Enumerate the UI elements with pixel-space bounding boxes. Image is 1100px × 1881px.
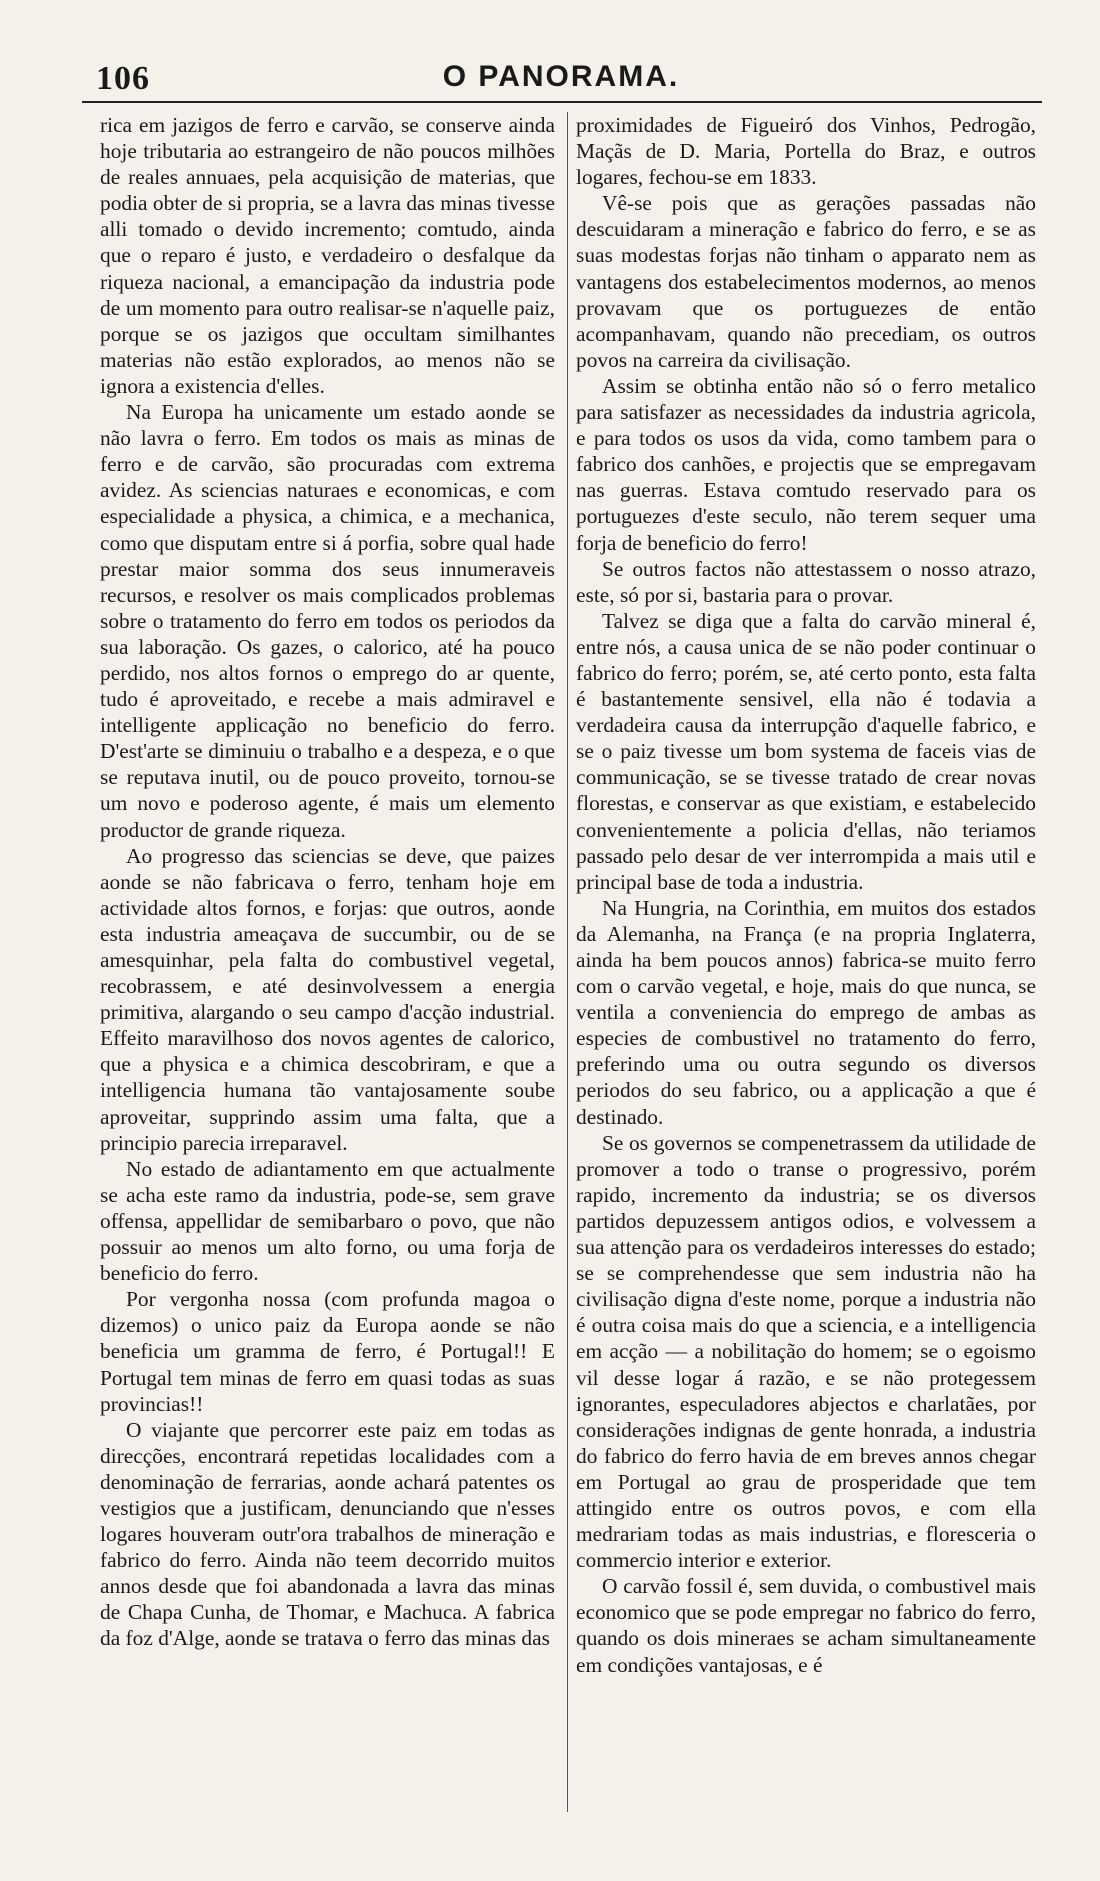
paragraph: O viajante que percorrer este paiz em todas as direcções, encontrará repetidas localidades com a denominação de ferrarias, aonde achará patentes os vestigios que a justificam, denunciando que n'esses logares houveram outr'ora trabalhos de mineração e fabrico do ferro. Ainda não teem decorrido muitos annos desde que foi abandonada a lavra das minas de Chapa Cunha, de Thomar, e Machuca. A fabrica da foz d'Alge, aonde se tratava o ferro das minas das	[100, 1417, 555, 1651]
paragraph: Na Europa ha unicamente um estado aonde se não lavra o ferro. Em todos os mais as minas de ferro e de carvão, são procuradas com extrema avidez. As sciencias naturaes e economicas, e com especialidade a physica, a chimica, e a mechanica, como que disputam entre si á porfia, sobre qual hade prestar maior somma dos seus innumeraveis recursos, e resolver os mais complicados problemas sobre o tratamento do ferro em todos os periodos da sua laboração. Os gazes, o calorico, até ha pouco perdido, nos altos fornos o emprego do ar quente, tudo é aproveitado, e recebe a mais admiravel e intelligente applicação no beneficio do ferro. D'est'arte se diminuiu o trabalho e a despeza, e o que se reputava inutil, ou de pouco proveito, tornou-se um novo e poderoso agente, é mais um elemento productor de grande riqueza.	[100, 400, 555, 842]
header-rule	[82, 101, 1042, 103]
page-header	[82, 52, 1040, 102]
page-number: 106	[96, 60, 150, 97]
paragraph: Na Hungria, na Corinthia, em muitos dos estados da Alemanha, na França (e na propria Inglaterra, ainda ha bem poucos annos) fabrica-se muito ferro com o carvão vegetal, e hoje, mais do que nunca, se ventila a conveniencia do emprego de ambas as especies de combustivel no tratamento do ferro, preferindo uma ou outra segundo os diversos periodos do seu fabrico, ou a applicação a que é destinado.	[576, 895, 1036, 1129]
paragraph: proximidades de Figueiró dos Vinhos, Pedrogão, Maçãs de D. Maria, Portella do Braz, e outros logares, fechou-se em 1833.	[576, 113, 1036, 190]
paragraph: Se os governos se compenetrassem da utilidade de promover a todo o transe o progressivo, porém rapido, incremento da industria; se os diversos partidos depuzessem antigos odios, e volvessem a sua attenção para os verdadeiros interesses do estado; se se comprehendesse que sem industria não ha civilisação digna d'este nome, porque a industria não é outra coisa mais do que a sciencia, e a intelligencia em acção — a nobilitação do homem; se o egoismo vil desse logar á razão, e se não protegessem ignorantes, especuladores abjectos e charlatães, por considerações indignas de gente honrada, a industria do fabrico do ferro havia de em breves annos chegar em Portugal ao grau de prosperidade que tem attingido entre os outros povos, e com ella medrariam todas as mais industrias, e floresceria o commercio interior e exterior.	[576, 1130, 1036, 1573]
column-divider	[567, 112, 568, 1812]
paragraph: Por vergonha nossa (com profunda magoa o dizemos) o unico paiz da Europa aonde se não beneficia um gramma de ferro, é Portugal!! E Portugal tem minas de ferro em quasi todas as suas provincias!!	[100, 1287, 555, 1416]
paragraph: Se outros factos não attestassem o nosso atrazo, este, só por si, bastaria para o provar.	[576, 556, 1036, 607]
right-column	[576, 112, 1036, 1678]
paragraph: Vê-se pois que as gerações passadas não descuidaram a mineração e fabrico do ferro, e se as suas modestas forjas não tinham o apparato nem as vantagens dos estabelecimentos modernos, ao menos provavam que os portuguezes de então acompanhavam, quando não precediam, os outros povos na carreira da civilisação.	[576, 191, 1036, 372]
paragraph: O carvão fossil é, sem duvida, o combustivel mais economico que se pode empregar no fabrico do ferro, quando os dois mineraes se acham simultaneamente em condições vantajosas, e é	[576, 1574, 1036, 1677]
paragraph: No estado de adiantamento em que actualmente se acha este ramo da industria, pode-se, sem grave offensa, appellidar de semibarbaro o povo, que não possuir ao menos um alto forno, ou uma forja de beneficio do ferro.	[100, 1156, 555, 1286]
paragraph: rica em jazigos de ferro e carvão, se conserve ainda hoje tributaria ao estrangeiro de não poucos milhões de reales annuaes, pela acquisição de materias, que podia obter de si propria, se a lavra das minas tivesse alli tomado o devido incremento; comtudo, ainda que o reparo é justo, e verdadeiro o desfalque da riqueza nacional, a emancipação da industria pode de um momento para outro realisar-se n'aquelle paiz, porque se os jazigos que occultam similhantes materias não estão explorados, ao menos não se ignora a existencia d'elles.	[100, 113, 555, 398]
paragraph: Assim se obtinha então não só o ferro metalico para satisfazer as necessidades da industria agricola, e para todos os usos da vida, como tambem para o fabrico dos canhões, e projectis que se empregavam nas guerras. Estava comtudo reservado para os portuguezes d'este seculo, não terem sequer uma forja de beneficio do ferro!	[576, 373, 1036, 555]
paragraph: Talvez se diga que a falta do carvão mineral é, entre nós, a causa unica de se não poder continuar o fabrico do ferro; porém, se, até certo ponto, esta falta é bastantemente sensivel, ella não é todavia a verdadeira causa da interrupção d'aquelle fabrico, e se o paiz tivesse um bom systema de faceis vias de communicação, se se tivesse tratado de crear novas florestas, e conservar as que existiam, e estabelecido convenientemente a policia d'ellas, não teriamos passado pelo desar de ver interrompida a mais util e principal base de toda a industria.	[576, 608, 1036, 894]
paragraph: Ao progresso das sciencias se deve, que paizes aonde se não fabricava o ferro, tenham hoje em actividade altos fornos, e forjas: que outros, aonde esta industria ameaçava de succumbir, ou de se amesquinhar, pela falta do combustivel vegetal, recobrassem, e até desinvolvessem a energia primitiva, alargando o seu campo d'acção industrial. Effeito maravilhoso dos novos agentes de calorico, que a physica e a chimica descobriram, e que a intelligencia humana tão vantajosamente soube aproveitar, supprindo assim uma falta, que a principio parecia irreparavel.	[100, 843, 555, 1155]
left-column	[100, 112, 555, 1652]
running-title: O PANORAMA.	[442, 60, 680, 93]
